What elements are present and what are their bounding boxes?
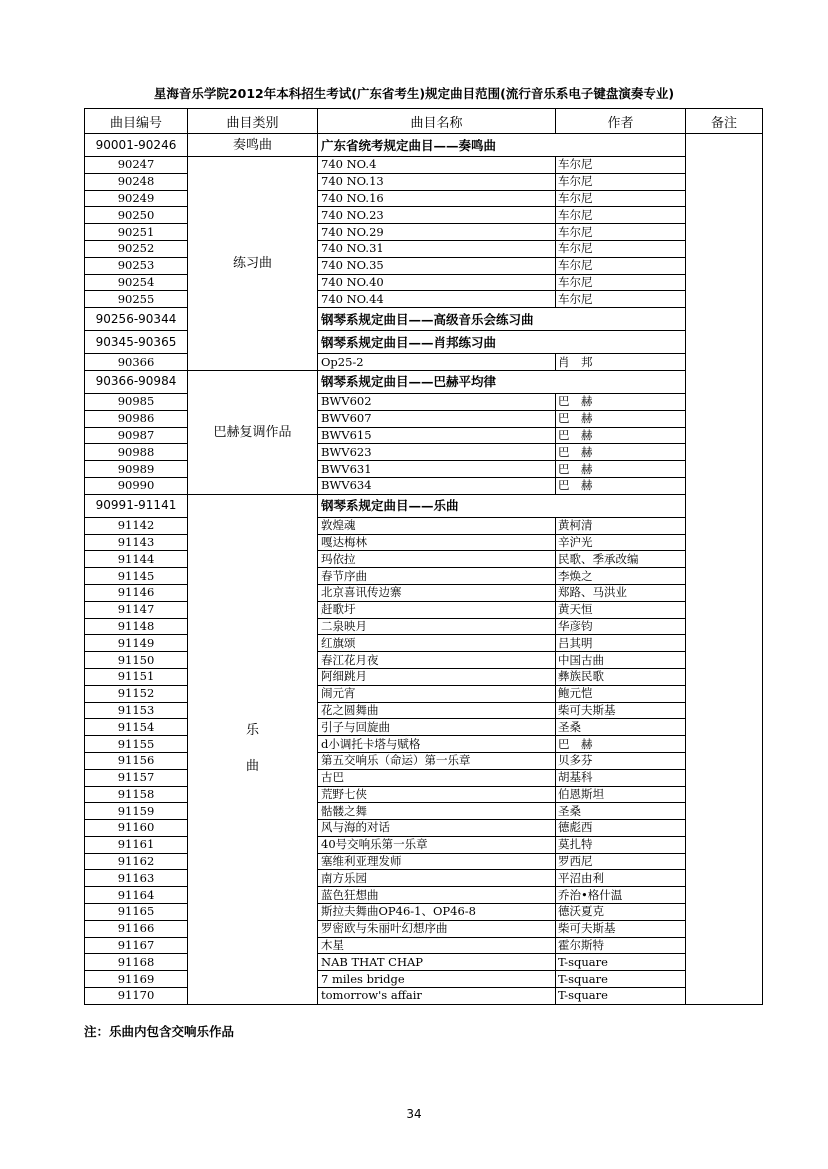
table-row	[85, 240, 763, 257]
piece-author: 车尔尼	[556, 173, 686, 190]
table-row	[85, 786, 763, 803]
piece-title: 蓝色狂想曲	[318, 887, 556, 904]
piece-title: 骷髅之舞	[318, 803, 556, 820]
piece-author: 车尔尼	[556, 291, 686, 308]
piece-title: 引子与回旋曲	[318, 719, 556, 736]
piece-author: 彝族民歌	[556, 668, 686, 685]
piece-title: 阿细跳月	[318, 668, 556, 685]
piece-author: T-square	[556, 988, 686, 1005]
piece-code: 90987	[85, 427, 188, 444]
piece-code: 90250	[85, 207, 188, 224]
piece-title: 740 NO.44	[318, 291, 556, 308]
table-row	[85, 173, 763, 190]
category-label: 曲	[245, 759, 259, 775]
piece-author: 车尔尼	[556, 190, 686, 207]
table-row	[85, 494, 763, 517]
table-row	[85, 331, 763, 354]
piece-author: 车尔尼	[556, 274, 686, 291]
piece-title: 740 NO.13	[318, 173, 556, 190]
piece-author: 霍尔斯特	[556, 937, 686, 954]
piece-code: 90251	[85, 224, 188, 241]
piece-code: 91160	[85, 820, 188, 837]
table-row	[85, 719, 763, 736]
piece-title: 嘎达梅林	[318, 534, 556, 551]
piece-title: 740 NO.40	[318, 274, 556, 291]
table-row	[85, 157, 763, 174]
piece-title: 740 NO.29	[318, 224, 556, 241]
table-header-row	[85, 109, 763, 134]
piece-title: 春江花月夜	[318, 652, 556, 669]
piece-author: 中国古曲	[556, 652, 686, 669]
piece-code: 91153	[85, 702, 188, 719]
piece-code: 91165	[85, 904, 188, 921]
piece-code: 91150	[85, 652, 188, 669]
table-row	[85, 618, 763, 635]
piece-code: 91142	[85, 517, 188, 534]
piece-author: 平沼由利	[556, 870, 686, 887]
piece-title: 北京喜讯传边寨	[318, 584, 556, 601]
piece-code: 91168	[85, 954, 188, 971]
category-cell	[188, 494, 318, 1004]
piece-code: 91158	[85, 786, 188, 803]
header-author: 作者	[556, 109, 686, 134]
piece-title: 春节序曲	[318, 568, 556, 585]
piece-author: 德彪西	[556, 820, 686, 837]
repertoire-table	[84, 108, 763, 1005]
table-row	[85, 568, 763, 585]
table-row	[85, 257, 763, 274]
piece-code: 91146	[85, 584, 188, 601]
piece-title: 塞维利亚理发师	[318, 853, 556, 870]
table-row	[85, 685, 763, 702]
table-row	[85, 988, 763, 1005]
piece-title: 740 NO.23	[318, 207, 556, 224]
piece-code: 90255	[85, 291, 188, 308]
piece-author: 巴 赫	[556, 444, 686, 461]
table-row	[85, 904, 763, 921]
piece-author: 巴 赫	[556, 461, 686, 478]
remarks-cell	[686, 134, 763, 1005]
piece-author: T-square	[556, 971, 686, 988]
table-row	[85, 207, 763, 224]
piece-author: 吕其明	[556, 635, 686, 652]
section-heading: 钢琴系规定曲目——肖邦练习曲	[318, 331, 686, 354]
piece-author: 莫扎特	[556, 836, 686, 853]
piece-title: tomorrow's affair	[318, 988, 556, 1005]
table-row	[85, 971, 763, 988]
table-row	[85, 752, 763, 769]
piece-title: 740 NO.31	[318, 240, 556, 257]
piece-code: 91143	[85, 534, 188, 551]
table-row	[85, 370, 763, 393]
piece-title: BWV631	[318, 461, 556, 478]
piece-author: 车尔尼	[556, 157, 686, 174]
piece-title: 二泉映月	[318, 618, 556, 635]
piece-author: 车尔尼	[556, 240, 686, 257]
piece-title: d小调托卡塔与赋格	[318, 736, 556, 753]
piece-code: 91154	[85, 719, 188, 736]
table-row	[85, 308, 763, 331]
table-row	[85, 937, 763, 954]
table-row	[85, 769, 763, 786]
piece-title: 斯拉夫舞曲OP46-1、OP46-8	[318, 904, 556, 921]
piece-code: 91156	[85, 752, 188, 769]
piece-title: 敦煌魂	[318, 517, 556, 534]
table-row	[85, 803, 763, 820]
piece-code: 91169	[85, 971, 188, 988]
piece-title: Op25-2	[318, 354, 556, 371]
piece-code: 90986	[85, 410, 188, 427]
piece-author: 华彦钧	[556, 618, 686, 635]
piece-code: 91155	[85, 736, 188, 753]
piece-title: NAB THAT CHAP	[318, 954, 556, 971]
piece-author: 柴可夫斯基	[556, 702, 686, 719]
piece-code: 90254	[85, 274, 188, 291]
piece-author: 郑路、马洪业	[556, 584, 686, 601]
piece-title: 740 NO.4	[318, 157, 556, 174]
piece-code: 91159	[85, 803, 188, 820]
header-remarks: 备注	[686, 109, 763, 134]
table-row	[85, 534, 763, 551]
header-category: 曲目类别	[188, 109, 318, 134]
piece-author: 巴 赫	[556, 427, 686, 444]
piece-code: 91164	[85, 887, 188, 904]
piece-author: 柴可夫斯基	[556, 920, 686, 937]
piece-author: 车尔尼	[556, 224, 686, 241]
piece-code: 90345-90365	[85, 331, 188, 354]
piece-code: 91149	[85, 635, 188, 652]
table-row	[85, 444, 763, 461]
piece-title: 风与海的对话	[318, 820, 556, 837]
piece-code: 90988	[85, 444, 188, 461]
piece-code: 90253	[85, 257, 188, 274]
piece-author: 黄柯清	[556, 517, 686, 534]
piece-code: 90249	[85, 190, 188, 207]
table-body	[85, 134, 763, 1005]
piece-author: 车尔尼	[556, 257, 686, 274]
piece-title: 第五交响乐（命运）第一乐章	[318, 752, 556, 769]
category-cell: 练习曲	[188, 157, 318, 371]
piece-code: 91167	[85, 937, 188, 954]
piece-author: 乔治•格什温	[556, 887, 686, 904]
piece-code: 91166	[85, 920, 188, 937]
category-label: 乐	[245, 723, 259, 739]
table-row	[85, 601, 763, 618]
piece-title: 南方乐园	[318, 870, 556, 887]
piece-title: BWV607	[318, 410, 556, 427]
piece-author: 巴 赫	[556, 393, 686, 410]
piece-code: 91170	[85, 988, 188, 1005]
table-row	[85, 410, 763, 427]
piece-author: 黄天恒	[556, 601, 686, 618]
table-row	[85, 291, 763, 308]
piece-title: BWV623	[318, 444, 556, 461]
table-row	[85, 134, 763, 157]
piece-code: 91157	[85, 769, 188, 786]
piece-code: 91152	[85, 685, 188, 702]
piece-code: 91163	[85, 870, 188, 887]
piece-code: 90247	[85, 157, 188, 174]
table-row	[85, 954, 763, 971]
piece-author: 辛沪光	[556, 534, 686, 551]
table-row	[85, 652, 763, 669]
piece-title: 红旗颂	[318, 635, 556, 652]
piece-title: 740 NO.16	[318, 190, 556, 207]
table-row	[85, 635, 763, 652]
piece-code: 91147	[85, 601, 188, 618]
piece-title: 花之圆舞曲	[318, 702, 556, 719]
table-row	[85, 517, 763, 534]
piece-author: 肖 邦	[556, 354, 686, 371]
piece-code: 90001-90246	[85, 134, 188, 157]
table-row	[85, 354, 763, 371]
piece-code: 90366	[85, 354, 188, 371]
piece-code: 90991-91141	[85, 494, 188, 517]
piece-author: T-square	[556, 954, 686, 971]
piece-author: 巴 赫	[556, 736, 686, 753]
section-heading: 钢琴系规定曲目——乐曲	[318, 494, 686, 517]
piece-title: 古巴	[318, 769, 556, 786]
piece-title: 玛依拉	[318, 551, 556, 568]
piece-title: 木星	[318, 937, 556, 954]
piece-code: 91161	[85, 836, 188, 853]
section-heading: 钢琴系规定曲目——高级音乐会练习曲	[318, 308, 686, 331]
piece-code: 91148	[85, 618, 188, 635]
table-row	[85, 274, 763, 291]
piece-code: 90989	[85, 461, 188, 478]
table-row	[85, 461, 763, 478]
page-number: 34	[406, 1107, 422, 1121]
piece-author: 鲍元恺	[556, 685, 686, 702]
category-cell: 巴赫复调作品	[188, 370, 318, 494]
header-code: 曲目编号	[85, 109, 188, 134]
piece-title: 赶歌圩	[318, 601, 556, 618]
table-row	[85, 887, 763, 904]
piece-title: 荒野七侠	[318, 786, 556, 803]
piece-title: 40号交响乐第一乐章	[318, 836, 556, 853]
piece-title: 罗密欧与朱丽叶幻想序曲	[318, 920, 556, 937]
piece-author: 贝多芬	[556, 752, 686, 769]
table-row	[85, 702, 763, 719]
piece-title: 740 NO.35	[318, 257, 556, 274]
table-row	[85, 820, 763, 837]
piece-author: 车尔尼	[556, 207, 686, 224]
piece-code: 91144	[85, 551, 188, 568]
category-cell: 奏鸣曲	[188, 134, 318, 157]
piece-title: 7 miles bridge	[318, 971, 556, 988]
piece-code: 90256-90344	[85, 308, 188, 331]
piece-code: 91145	[85, 568, 188, 585]
table-row	[85, 836, 763, 853]
piece-author: 罗西尼	[556, 853, 686, 870]
table-row	[85, 224, 763, 241]
piece-title: BWV634	[318, 477, 556, 494]
piece-code: 90366-90984	[85, 370, 188, 393]
piece-code: 90252	[85, 240, 188, 257]
table-row	[85, 668, 763, 685]
piece-code: 90248	[85, 173, 188, 190]
piece-author: 李焕之	[556, 568, 686, 585]
piece-author: 巴 赫	[556, 410, 686, 427]
piece-author: 德沃夏克	[556, 904, 686, 921]
table-row	[85, 870, 763, 887]
table-row	[85, 920, 763, 937]
table-row	[85, 427, 763, 444]
table-row	[85, 190, 763, 207]
table-row	[85, 393, 763, 410]
piece-code: 91162	[85, 853, 188, 870]
piece-title: 闹元宵	[318, 685, 556, 702]
piece-author: 圣桑	[556, 803, 686, 820]
piece-author: 胡基科	[556, 769, 686, 786]
table-row	[85, 736, 763, 753]
piece-code: 90985	[85, 393, 188, 410]
table-row	[85, 551, 763, 568]
piece-code: 90990	[85, 477, 188, 494]
footnote: 注：乐曲内包含交响乐作品	[84, 1024, 235, 1039]
piece-author: 民歌、季承改编	[556, 551, 686, 568]
table-row	[85, 853, 763, 870]
table-row	[85, 584, 763, 601]
piece-title: BWV602	[318, 393, 556, 410]
document-title: 星海音乐学院2012年本科招生考试(广东省考生)规定曲目范围(流行音乐系电子键盘演奏专业)	[153, 86, 675, 101]
piece-author: 圣桑	[556, 719, 686, 736]
section-heading: 钢琴系规定曲目——巴赫平均律	[318, 370, 686, 393]
piece-author: 伯恩斯坦	[556, 786, 686, 803]
table-row	[85, 477, 763, 494]
section-heading: 广东省统考规定曲目——奏鸣曲	[318, 134, 686, 157]
header-title: 曲目名称	[318, 109, 556, 134]
piece-title: BWV615	[318, 427, 556, 444]
piece-code: 91151	[85, 668, 188, 685]
piece-author: 巴 赫	[556, 477, 686, 494]
